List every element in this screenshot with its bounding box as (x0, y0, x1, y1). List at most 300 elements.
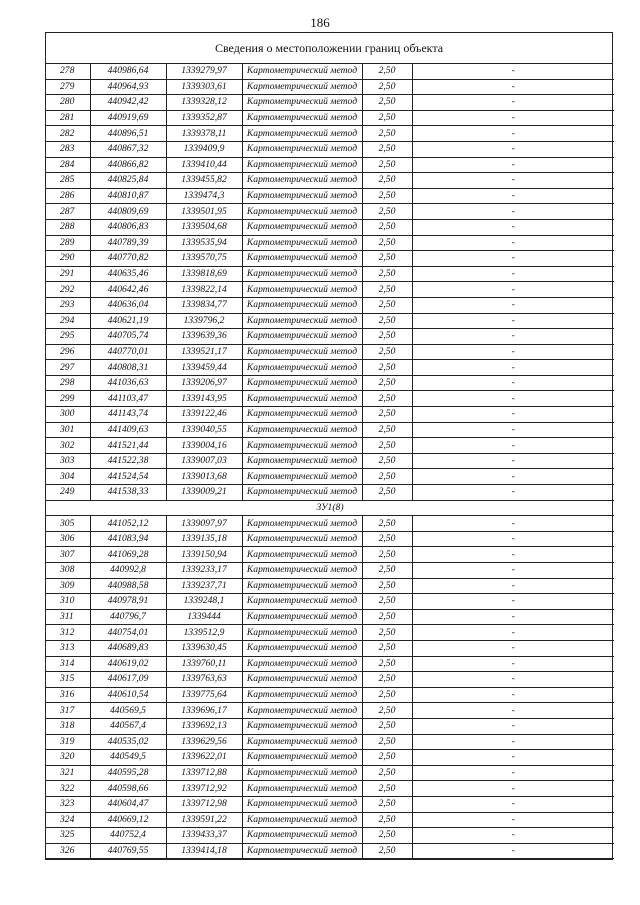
x-coordinate-cell: 440619,02 (90, 656, 166, 672)
accuracy-cell: 2,50 (362, 734, 412, 750)
point-number-cell: 291 (46, 266, 90, 282)
accuracy-cell: 2,50 (362, 609, 412, 625)
x-coordinate-cell: 441052,12 (90, 516, 166, 532)
description-cell: - (412, 391, 614, 407)
accuracy-cell: 2,50 (362, 687, 412, 703)
accuracy-cell: 2,50 (362, 765, 412, 781)
table-row (46, 469, 614, 485)
point-number-cell: 289 (46, 235, 90, 251)
point-number-cell: 323 (46, 796, 90, 812)
table-row (46, 656, 614, 672)
accuracy-cell: 2,50 (362, 547, 412, 563)
table-row (46, 64, 614, 79)
method-cell: Картометрический метод (242, 422, 362, 438)
point-number-cell: 298 (46, 375, 90, 391)
y-coordinate-cell: 1339504,68 (166, 219, 242, 235)
method-cell: Картометрический метод (242, 843, 362, 859)
point-number-cell: 321 (46, 765, 90, 781)
accuracy-cell: 2,50 (362, 563, 412, 579)
x-coordinate-cell: 440988,58 (90, 578, 166, 594)
method-cell: Картометрический метод (242, 703, 362, 719)
x-coordinate-cell: 441521,44 (90, 438, 166, 454)
y-coordinate-cell: 1339712,98 (166, 796, 242, 812)
description-cell: - (412, 297, 614, 313)
description-cell: - (412, 812, 614, 828)
accuracy-cell: 2,50 (362, 64, 412, 79)
x-coordinate-cell: 441036,63 (90, 375, 166, 391)
method-cell: Картометрический метод (242, 563, 362, 579)
point-number-cell: 293 (46, 297, 90, 313)
description-cell: - (412, 438, 614, 454)
table-row (46, 672, 614, 688)
method-cell: Картометрический метод (242, 594, 362, 610)
table-row (46, 251, 614, 267)
method-cell: Картометрический метод (242, 235, 362, 251)
x-coordinate-cell: 441103,47 (90, 391, 166, 407)
accuracy-cell: 2,50 (362, 594, 412, 610)
accuracy-cell: 2,50 (362, 110, 412, 126)
y-coordinate-cell: 1339143,95 (166, 391, 242, 407)
description-cell: - (412, 95, 614, 111)
x-coordinate-cell: 440598,66 (90, 781, 166, 797)
point-number-cell: 249 (46, 485, 90, 501)
section-header-row (46, 500, 614, 516)
x-coordinate-cell: 440992,8 (90, 563, 166, 579)
accuracy-cell: 2,50 (362, 656, 412, 672)
y-coordinate-cell: 1339414,18 (166, 843, 242, 859)
y-coordinate-cell: 1339007,03 (166, 453, 242, 469)
method-cell: Картометрический метод (242, 79, 362, 95)
x-coordinate-cell: 440621,19 (90, 313, 166, 329)
table-row (46, 625, 614, 641)
description-cell: - (412, 422, 614, 438)
table-row (46, 750, 614, 766)
x-coordinate-cell: 440567,4 (90, 718, 166, 734)
description-cell: - (412, 734, 614, 750)
table-row (46, 235, 614, 251)
description-cell: - (412, 531, 614, 547)
point-number-cell: 318 (46, 718, 90, 734)
y-coordinate-cell: 1339233,17 (166, 563, 242, 579)
x-coordinate-cell: 440866,82 (90, 157, 166, 173)
method-cell: Картометрический метод (242, 781, 362, 797)
point-number-cell: 300 (46, 407, 90, 423)
x-coordinate-cell: 440549,5 (90, 750, 166, 766)
x-coordinate-cell: 440825,84 (90, 173, 166, 189)
method-cell: Картометрический метод (242, 266, 362, 282)
x-coordinate-cell: 440669,12 (90, 812, 166, 828)
table-row (46, 640, 614, 656)
y-coordinate-cell: 1339521,17 (166, 344, 242, 360)
method-cell: Картометрический метод (242, 110, 362, 126)
y-coordinate-cell: 1339834,77 (166, 297, 242, 313)
method-cell: Картометрический метод (242, 516, 362, 532)
description-cell: - (412, 625, 614, 641)
x-coordinate-cell: 440978,91 (90, 594, 166, 610)
x-coordinate-cell: 440809,69 (90, 204, 166, 220)
point-number-cell: 308 (46, 563, 90, 579)
point-number-cell: 290 (46, 251, 90, 267)
description-cell: - (412, 204, 614, 220)
y-coordinate-cell: 1339591,22 (166, 812, 242, 828)
point-number-cell: 313 (46, 640, 90, 656)
x-coordinate-cell: 440642,46 (90, 282, 166, 298)
method-cell: Картометрический метод (242, 173, 362, 189)
x-coordinate-cell: 440810,87 (90, 188, 166, 204)
accuracy-cell: 2,50 (362, 282, 412, 298)
table-row (46, 718, 614, 734)
y-coordinate-cell: 1339433,37 (166, 828, 242, 844)
table-row (46, 687, 614, 703)
y-coordinate-cell: 1339639,36 (166, 329, 242, 345)
point-number-cell: 305 (46, 516, 90, 532)
point-number-cell: 326 (46, 843, 90, 859)
y-coordinate-cell: 1339097,97 (166, 516, 242, 532)
table-row (46, 375, 614, 391)
point-number-cell: 311 (46, 609, 90, 625)
table-row (46, 297, 614, 313)
accuracy-cell: 2,50 (362, 235, 412, 251)
accuracy-cell: 2,50 (362, 95, 412, 111)
y-coordinate-cell: 1339444 (166, 609, 242, 625)
page-number: 186 (310, 15, 330, 30)
method-cell: Картометрический метод (242, 141, 362, 157)
y-coordinate-cell: 1339122,46 (166, 407, 242, 423)
method-cell: Картометрический метод (242, 672, 362, 688)
x-coordinate-cell: 440770,82 (90, 251, 166, 267)
point-number-cell: 278 (46, 64, 90, 79)
method-cell: Картометрический метод (242, 687, 362, 703)
accuracy-cell: 2,50 (362, 828, 412, 844)
boundary-table-frame (45, 32, 613, 860)
x-coordinate-cell: 440595,28 (90, 765, 166, 781)
point-number-cell: 325 (46, 828, 90, 844)
table-row (46, 344, 614, 360)
method-cell: Картометрический метод (242, 609, 362, 625)
x-coordinate-cell: 440689,83 (90, 640, 166, 656)
y-coordinate-cell: 1339570,75 (166, 251, 242, 267)
y-coordinate-cell: 1339328,12 (166, 95, 242, 111)
point-number-cell: 287 (46, 204, 90, 220)
x-coordinate-cell: 441409,63 (90, 422, 166, 438)
method-cell: Картометрический метод (242, 407, 362, 423)
method-cell: Картометрический метод (242, 375, 362, 391)
accuracy-cell: 2,50 (362, 204, 412, 220)
description-cell: - (412, 453, 614, 469)
description-cell: - (412, 329, 614, 345)
description-cell: - (412, 547, 614, 563)
description-cell: - (412, 360, 614, 376)
accuracy-cell: 2,50 (362, 703, 412, 719)
method-cell: Картометрический метод (242, 656, 362, 672)
point-number-cell: 315 (46, 672, 90, 688)
table-row (46, 110, 614, 126)
y-coordinate-cell: 1339455,82 (166, 173, 242, 189)
point-number-cell: 281 (46, 110, 90, 126)
y-coordinate-cell: 1339775,64 (166, 687, 242, 703)
method-cell: Картометрический метод (242, 126, 362, 142)
table-row (46, 563, 614, 579)
method-cell: Картометрический метод (242, 219, 362, 235)
accuracy-cell: 2,50 (362, 344, 412, 360)
accuracy-cell: 2,50 (362, 251, 412, 267)
y-coordinate-cell: 1339248,1 (166, 594, 242, 610)
description-cell: - (412, 141, 614, 157)
description-cell: - (412, 765, 614, 781)
accuracy-cell: 2,50 (362, 485, 412, 501)
x-coordinate-cell: 440617,09 (90, 672, 166, 688)
y-coordinate-cell: 1339501,95 (166, 204, 242, 220)
table-caption: Сведения о местоположении границ объекта (46, 33, 612, 64)
point-number-cell: 317 (46, 703, 90, 719)
method-cell: Картометрический метод (242, 329, 362, 345)
accuracy-cell: 2,50 (362, 407, 412, 423)
method-cell: Картометрический метод (242, 453, 362, 469)
table-row (46, 703, 614, 719)
x-coordinate-cell: 440867,32 (90, 141, 166, 157)
accuracy-cell: 2,50 (362, 578, 412, 594)
x-coordinate-cell: 440986,64 (90, 64, 166, 79)
accuracy-cell: 2,50 (362, 453, 412, 469)
x-coordinate-cell: 440604,47 (90, 796, 166, 812)
description-cell: - (412, 219, 614, 235)
point-number-cell: 319 (46, 734, 90, 750)
y-coordinate-cell: 1339135,18 (166, 531, 242, 547)
point-number-cell: 306 (46, 531, 90, 547)
point-number-cell: 295 (46, 329, 90, 345)
point-number-cell: 309 (46, 578, 90, 594)
table-row (46, 407, 614, 423)
x-coordinate-cell: 440896,51 (90, 126, 166, 142)
description-cell: - (412, 828, 614, 844)
table-row (46, 79, 614, 95)
description-cell: - (412, 235, 614, 251)
description-cell: - (412, 188, 614, 204)
description-cell: - (412, 375, 614, 391)
point-number-cell: 294 (46, 313, 90, 329)
x-coordinate-cell: 440754,01 (90, 625, 166, 641)
description-cell: - (412, 516, 614, 532)
accuracy-cell: 2,50 (362, 531, 412, 547)
method-cell: Картометрический метод (242, 204, 362, 220)
description-cell: - (412, 407, 614, 423)
point-number-cell: 314 (46, 656, 90, 672)
x-coordinate-cell: 440770,01 (90, 344, 166, 360)
table-row (46, 157, 614, 173)
coordinates-table-body (46, 64, 614, 859)
description-cell: - (412, 110, 614, 126)
point-number-cell: 288 (46, 219, 90, 235)
y-coordinate-cell: 1339629,56 (166, 734, 242, 750)
point-number-cell: 285 (46, 173, 90, 189)
x-coordinate-cell: 440705,74 (90, 329, 166, 345)
y-coordinate-cell: 1339712,88 (166, 765, 242, 781)
x-coordinate-cell: 440789,39 (90, 235, 166, 251)
table-row (46, 391, 614, 407)
method-cell: Картометрический метод (242, 469, 362, 485)
table-row (46, 219, 614, 235)
point-number-cell: 292 (46, 282, 90, 298)
x-coordinate-cell: 440635,46 (90, 266, 166, 282)
table-row (46, 329, 614, 345)
accuracy-cell: 2,50 (362, 469, 412, 485)
method-cell: Картометрический метод (242, 547, 362, 563)
point-number-cell: 297 (46, 360, 90, 376)
table-row (46, 485, 614, 501)
description-cell: - (412, 750, 614, 766)
point-number-cell: 310 (46, 594, 90, 610)
y-coordinate-cell: 1339237,71 (166, 578, 242, 594)
x-coordinate-cell: 440569,5 (90, 703, 166, 719)
point-number-cell: 302 (46, 438, 90, 454)
method-cell: Картометрический метод (242, 297, 362, 313)
y-coordinate-cell: 1339822,14 (166, 282, 242, 298)
table-row (46, 828, 614, 844)
x-coordinate-cell: 440942,42 (90, 95, 166, 111)
table-row (46, 141, 614, 157)
accuracy-cell: 2,50 (362, 360, 412, 376)
point-number-cell: 283 (46, 141, 90, 157)
x-coordinate-cell: 440769,55 (90, 843, 166, 859)
table-row (46, 126, 614, 142)
table-row (46, 453, 614, 469)
accuracy-cell: 2,50 (362, 718, 412, 734)
description-cell: - (412, 672, 614, 688)
y-coordinate-cell: 1339040,55 (166, 422, 242, 438)
accuracy-cell: 2,50 (362, 188, 412, 204)
accuracy-cell: 2,50 (362, 266, 412, 282)
accuracy-cell: 2,50 (362, 157, 412, 173)
y-coordinate-cell: 1339630,45 (166, 640, 242, 656)
method-cell: Картометрический метод (242, 360, 362, 376)
y-coordinate-cell: 1339796,2 (166, 313, 242, 329)
y-coordinate-cell: 1339712,92 (166, 781, 242, 797)
y-coordinate-cell: 1339410,44 (166, 157, 242, 173)
method-cell: Картометрический метод (242, 765, 362, 781)
table-row (46, 360, 614, 376)
y-coordinate-cell: 1339760,11 (166, 656, 242, 672)
accuracy-cell: 2,50 (362, 438, 412, 454)
y-coordinate-cell: 1339004,16 (166, 438, 242, 454)
method-cell: Картометрический метод (242, 391, 362, 407)
description-cell: - (412, 796, 614, 812)
description-cell: - (412, 578, 614, 594)
x-coordinate-cell: 441524,54 (90, 469, 166, 485)
description-cell: - (412, 609, 614, 625)
accuracy-cell: 2,50 (362, 173, 412, 189)
table-row (46, 282, 614, 298)
method-cell: Картометрический метод (242, 251, 362, 267)
table-row (46, 796, 614, 812)
x-coordinate-cell: 441538,33 (90, 485, 166, 501)
y-coordinate-cell: 1339512,9 (166, 625, 242, 641)
table-row (46, 578, 614, 594)
accuracy-cell: 2,50 (362, 391, 412, 407)
description-cell: - (412, 594, 614, 610)
description-cell: - (412, 718, 614, 734)
point-number-cell: 303 (46, 453, 90, 469)
method-cell: Картометрический метод (242, 485, 362, 501)
method-cell: Картометрический метод (242, 578, 362, 594)
y-coordinate-cell: 1339763,63 (166, 672, 242, 688)
description-cell: - (412, 843, 614, 859)
y-coordinate-cell: 1339622,01 (166, 750, 242, 766)
y-coordinate-cell: 1339818,69 (166, 266, 242, 282)
accuracy-cell: 2,50 (362, 313, 412, 329)
y-coordinate-cell: 1339303,61 (166, 79, 242, 95)
y-coordinate-cell: 1339013,68 (166, 469, 242, 485)
accuracy-cell: 2,50 (362, 126, 412, 142)
point-number-cell: 280 (46, 95, 90, 111)
method-cell: Картометрический метод (242, 828, 362, 844)
accuracy-cell: 2,50 (362, 781, 412, 797)
method-cell: Картометрический метод (242, 95, 362, 111)
accuracy-cell: 2,50 (362, 812, 412, 828)
method-cell: Картометрический метод (242, 718, 362, 734)
method-cell: Картометрический метод (242, 157, 362, 173)
method-cell: Картометрический метод (242, 750, 362, 766)
description-cell: - (412, 64, 614, 79)
point-number-cell: 279 (46, 79, 90, 95)
table-row (46, 188, 614, 204)
coordinates-table (46, 64, 614, 859)
table-row (46, 531, 614, 547)
description-cell: - (412, 656, 614, 672)
description-cell: - (412, 251, 614, 267)
method-cell: Картометрический метод (242, 640, 362, 656)
point-number-cell: 312 (46, 625, 90, 641)
y-coordinate-cell: 1339378,11 (166, 126, 242, 142)
accuracy-cell: 2,50 (362, 843, 412, 859)
point-number-cell: 304 (46, 469, 90, 485)
x-coordinate-cell: 440752,4 (90, 828, 166, 844)
point-number-cell: 301 (46, 422, 90, 438)
method-cell: Картометрический метод (242, 812, 362, 828)
description-cell: - (412, 485, 614, 501)
table-row (46, 765, 614, 781)
point-number-cell: 299 (46, 391, 90, 407)
table-row (46, 313, 614, 329)
description-cell: - (412, 344, 614, 360)
description-cell: - (412, 469, 614, 485)
y-coordinate-cell: 1339692,13 (166, 718, 242, 734)
x-coordinate-cell: 440808,31 (90, 360, 166, 376)
accuracy-cell: 2,50 (362, 375, 412, 391)
point-number-cell: 322 (46, 781, 90, 797)
description-cell: - (412, 157, 614, 173)
table-row (46, 266, 614, 282)
x-coordinate-cell: 441143,74 (90, 407, 166, 423)
accuracy-cell: 2,50 (362, 422, 412, 438)
table-row (46, 594, 614, 610)
y-coordinate-cell: 1339474,3 (166, 188, 242, 204)
table-row (46, 438, 614, 454)
x-coordinate-cell: 440535,02 (90, 734, 166, 750)
point-number-cell: 324 (46, 812, 90, 828)
x-coordinate-cell: 440610,54 (90, 687, 166, 703)
y-coordinate-cell: 1339409,9 (166, 141, 242, 157)
accuracy-cell: 2,50 (362, 297, 412, 313)
table-row (46, 609, 614, 625)
accuracy-cell: 2,50 (362, 796, 412, 812)
table-row (46, 812, 614, 828)
description-cell: - (412, 640, 614, 656)
point-number-cell: 296 (46, 344, 90, 360)
x-coordinate-cell: 440806,83 (90, 219, 166, 235)
y-coordinate-cell: 1339279,97 (166, 64, 242, 79)
x-coordinate-cell: 441083,94 (90, 531, 166, 547)
x-coordinate-cell: 440964,93 (90, 79, 166, 95)
